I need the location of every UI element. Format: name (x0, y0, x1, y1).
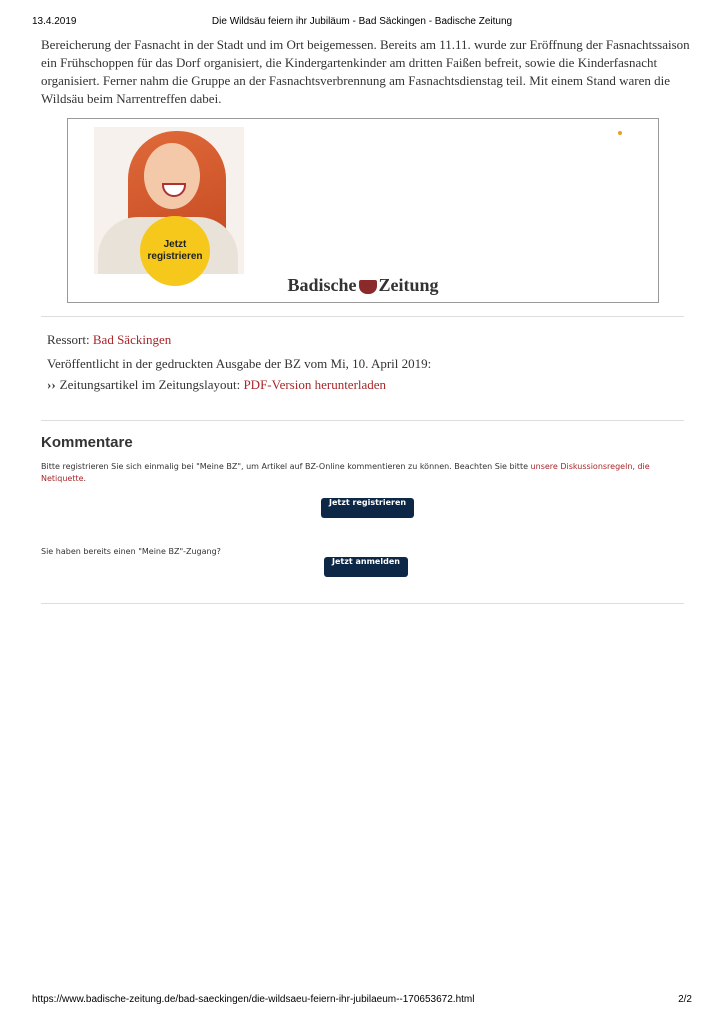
print-title: Die Wildsäu feiern ihr Jubiläum - Bad Säckingen - Badische Zeitung (211, 16, 513, 27)
comments-intro: Bitte registrieren Sie sich einmalig bei "Meine BZ", um Artikel auf BZ-Online kommentieren zu können. Beachten Sie bitte unsere Diskussionsregeln, die Netiquette. (41, 462, 650, 483)
divider (41, 420, 684, 421)
ressort-label: Ressort: (47, 332, 90, 347)
badische-zeitung-logo: Badische Zeitung (287, 275, 439, 295)
pdf-download-link[interactable]: PDF-Version herunterladen (243, 377, 387, 392)
crest-icon (359, 280, 377, 294)
ressort-link[interactable]: Bad Säckingen (92, 332, 172, 347)
divider (41, 603, 684, 604)
published-info: Veröffentlicht in der gedruckten Ausgabe der BZ vom Mi, 10. April 2019: (47, 356, 432, 371)
layout-line (47, 377, 386, 393)
layout-label: Zeitungsartikel im Zeitungslayout: (59, 377, 241, 392)
print-url: https://www.badische-zeitung.de/bad-saeckingen/die-wildsaeu-feiern-ihr-jubilaeum--170653672.html (32, 994, 475, 1005)
double-chevron-icon: ›› (47, 377, 56, 392)
account-question: Sie haben bereits einen "Meine BZ"-Zugang? (41, 547, 221, 556)
comments-heading: Kommentare (41, 434, 133, 451)
ressort-line (47, 332, 171, 348)
divider (41, 316, 684, 317)
discussion-rules-link[interactable]: unsere Diskussionsregeln, die Netiquette (41, 462, 650, 483)
page-number: 2/2 (678, 994, 692, 1005)
ad-banner[interactable] (67, 118, 659, 303)
print-date: 13.4.2019 (32, 16, 77, 27)
article-paragraph: Bereicherung der Fasnacht in der Stadt und im Ort beigemessen. Bereits am 11.11. wurde zur Eröffnung der Fasnachtssaison ein Frühschoppen für das Dorf organisiert, die Kindergartenkinder am dritten Faißen befreit, sowie die Kinderfasnacht organisiert. Ferner nahm die Gruppe an der Fasnachtsverbrennung am Fasnachtsdienstag teil. Mit einem Stand waren die Wildsäu beim Narrentreffen dabei. (41, 37, 690, 106)
register-button[interactable]: Jetzt registrieren (321, 498, 414, 518)
login-button[interactable]: Jetzt anmelden (324, 557, 408, 577)
ad-marker-icon (618, 131, 622, 135)
ad-register-badge[interactable]: Jetzt registrieren (140, 216, 210, 286)
